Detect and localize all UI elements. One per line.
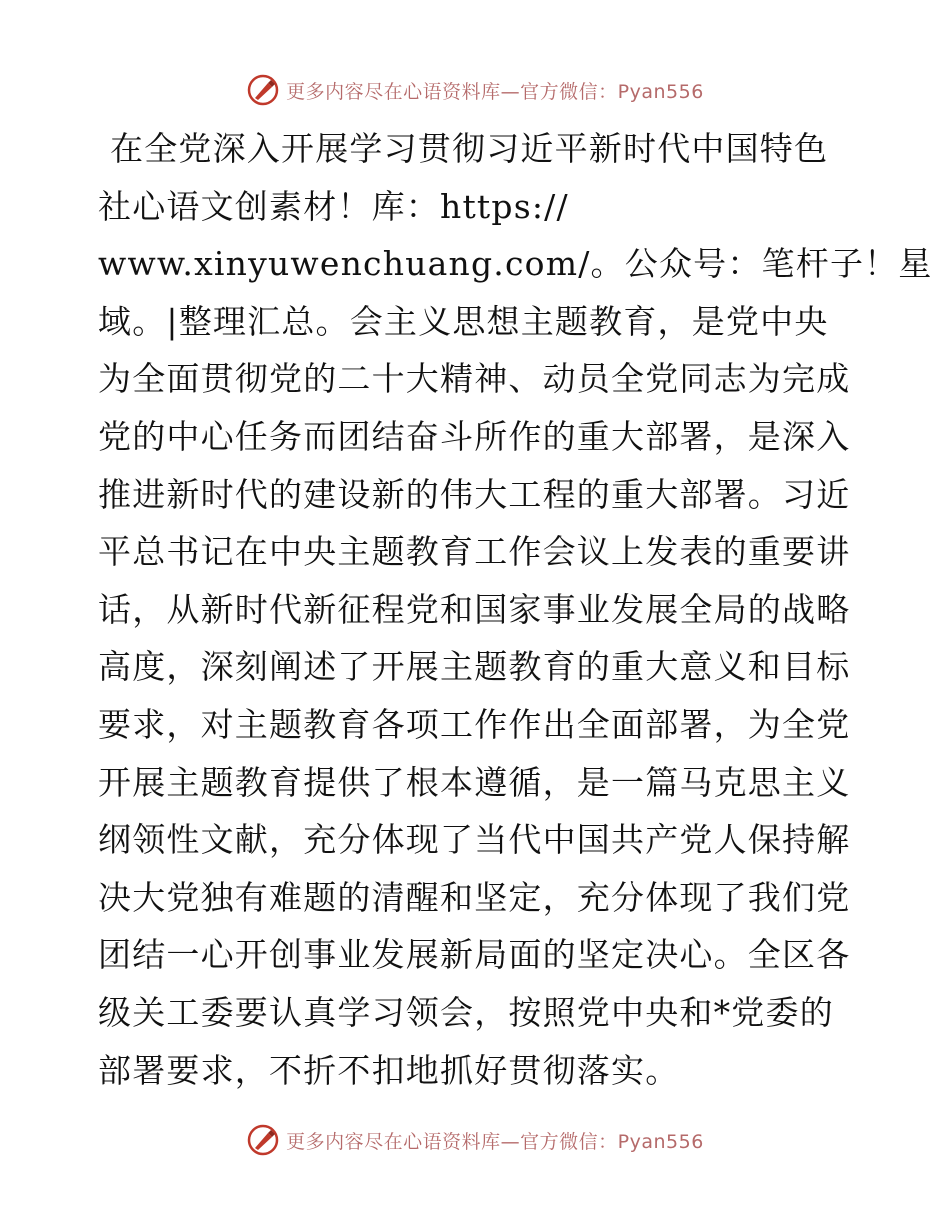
document-body — [98, 120, 933, 1099]
body-line: 高度，深刻阐述了开展主题教育的重大意义和目标 — [98, 647, 851, 687]
pen-nib-logo-icon — [246, 73, 280, 107]
body-line: 社心语文创素材！库：https:// — [98, 186, 569, 226]
body-line: 团结一心开创事业发展新局面的坚定决心。全区各 — [98, 935, 851, 975]
body-line: 为全面贯彻党的二十大精神、动员全党同志为完成 — [98, 359, 851, 399]
body-line: 级关工委要认真学习领会，按照党中央和*党委的 — [98, 992, 834, 1032]
body-line: 纲领性文献，充分体现了当代中国共产党人保持解 — [98, 820, 851, 860]
body-line: 开展主题教育提供了根本遵循，是一篇马克思主义 — [98, 762, 851, 802]
body-line: 决大党独有难题的清醒和坚定，充分体现了我们党 — [98, 877, 851, 917]
body-line: 在全党深入开展学习贯彻习近平新时代中国特色 — [110, 129, 829, 168]
body-line: www.xinyuwenchuang.com/。公众号：笔杆子！星 — [98, 244, 933, 284]
body-line: 部署要求，不折不扣地抓好贯彻落实。 — [98, 1050, 680, 1090]
body-line: 话，从新时代新征程党和国家事业发展全局的战略 — [98, 589, 851, 629]
body-line: 域。|整理汇总。会主义思想主题教育，是党中央 — [98, 301, 829, 341]
footer-banner — [0, 1120, 950, 1160]
header-banner — [0, 70, 950, 110]
body-line: 要求，对主题教育各项工作作出全面部署，为全党 — [98, 704, 851, 744]
pen-nib-logo-icon — [246, 1123, 280, 1157]
header-banner-text: 更多内容尽在心语资料库—官方微信：Pyan556 — [286, 80, 704, 103]
footer-banner-text: 更多内容尽在心语资料库—官方微信：Pyan556 — [286, 1130, 704, 1153]
body-line: 党的中心任务而团结奋斗所作的重大部署，是深入 — [98, 416, 851, 456]
body-line: 推进新时代的建设新的伟大工程的重大部署。习近 — [98, 474, 851, 514]
body-line: 平总书记在中央主题教育工作会议上发表的重要讲 — [98, 532, 851, 572]
